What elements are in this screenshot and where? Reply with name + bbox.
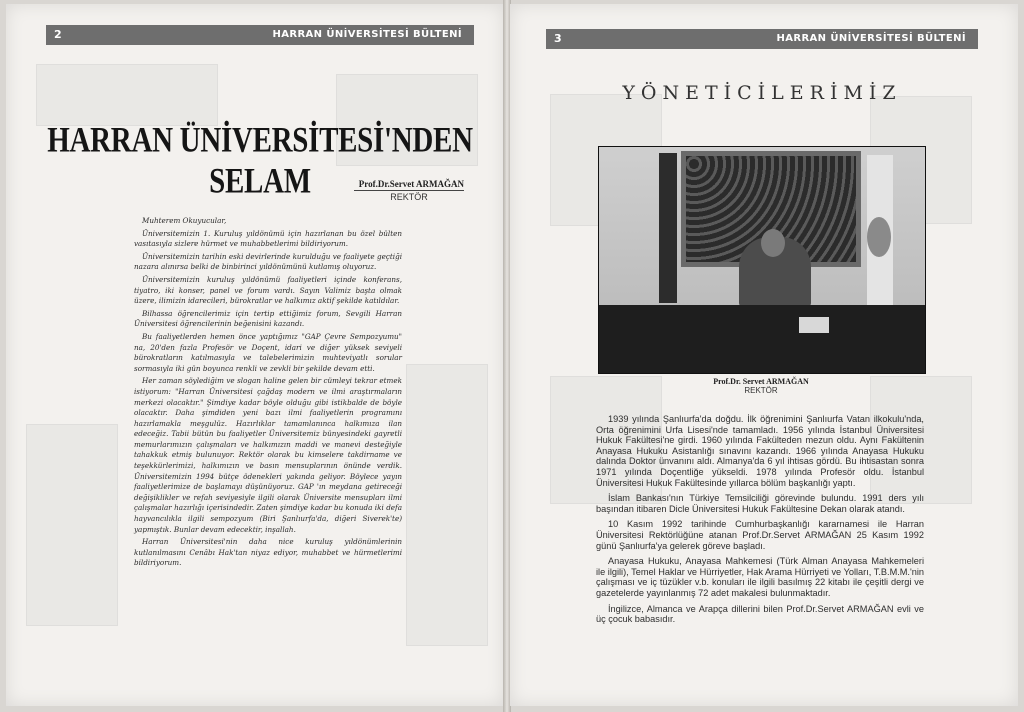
letter-body bbox=[134, 216, 402, 571]
paragraph: Bilhassa öğrencilerimiz için tertip ettiğimiz forum, Sevgili Harran Üniversitesi öğrencilerinin beğenisini kazandı. bbox=[134, 308, 402, 329]
author-name: Prof.Dr.Servet ARMAĞAN bbox=[358, 179, 464, 189]
paragraph: İngilizce, Almanca ve Arapça dillerini bilen Prof.Dr.Servet ARMAĞAN evli ve üç çocuk babasıdır. bbox=[596, 603, 924, 625]
paragraph: Üniversitemizin 1. Kuruluş yıldönümü için hazırlanan bu özel bülten vasıtasıyla sizlere hürmet ve muhabbetlerimi bildiriyorum. bbox=[134, 228, 402, 249]
headline: HARRAN ÜNİVERSİTESİ'NDEN SELAM bbox=[47, 120, 473, 202]
paragraph: Her zaman söylediğim ve slogan haline gelen bir cümleyi tekrar etmek istiyorum: "Harran Üniversitesi çağdaş modern ve ilmi araştırmaların merkezi olacaktır." Şimdiye kadar böyle olduğu gibi istikbalde de böyle olacaktır. Daha şimdiden yeni bazı ilmi faaliyetlerin programını hazırlamakla meşgulüz. Hazırlıklar tamamlanınca halkımıza ilan edeceğiz. Tabii bütün bu faaliyetler Üniversitemiz bünyesindeki gayretli memurlarımızın çalışmaları ve halkımızın maddi ve manevi desteğiyle tahakkuk etmiş bulunuyor. Rektör olarak bu kimselere takdirname ve teşekkürlerimizi, halkımızın ve basın mensuplarının önünde verdik. Üniversitemizin 1994 bütçe ödenekleri yakında geliyor. Böylece yayın faaliyetlerimize de başlamayı düşünüyoruz. GAP 'ın meydana getireceği değişiklikler ve refah seviyesiyle ilgili olarak Üniversite mensupları ilmi çalışmalar hazırlığı içerisindedir. Zaten şimdiye kadar bu konuda iki defa hayvancılıkla ilgili sempozyum (Biri Şanlıurfa'da, diğeri Siverek'te) yapmıştık. Bunlar devam edecektir, inşallah. bbox=[134, 376, 402, 534]
header-title: HARRAN ÜNİVERSİTESİ BÜLTENİ bbox=[272, 29, 462, 40]
paragraph: 1939 yılında Şanlıurfa'da doğdu. İlk öğrenimini Şanlıurfa Vatan ilkokulu'nda, Orta öğrenimini Urfa Lisesi'nde tamamladı. 1956 yılında İstanbul Üniversitesi Hukuk Fakültesi'ne girdi. 1960 yılında Fakülteden mezun oldu. Aynı Fakültenin Anayasa Hukuku Asistanlığı sınavını kazandı. 1966 yılında Anayasa Hukuku dalında Doktor ünvanını aldı. Almanya'da 6 yıl ihtisas gördü. Bu ihtisastan sonra 1971 yılında Doçentliğe yükseldi. 1978 yılında Profesör oldu. İstanbul Üniversitesi Hukuk Fakültesinde yıllarca bölüm başkanlığı yaptı. bbox=[596, 414, 924, 488]
background-bleed bbox=[406, 364, 488, 646]
name-plate bbox=[799, 317, 829, 333]
page-header bbox=[46, 25, 474, 45]
paragraph: Muhterem Okuyucular, bbox=[142, 216, 227, 225]
byline-rule bbox=[354, 190, 464, 191]
background-bleed bbox=[36, 64, 218, 126]
header-title: HARRAN ÜNİVERSİTESİ BÜLTENİ bbox=[776, 33, 966, 44]
rector-photo bbox=[598, 146, 926, 374]
right-page bbox=[510, 4, 1018, 706]
flag-icon bbox=[659, 153, 677, 303]
photo-caption bbox=[598, 377, 924, 395]
background-bleed bbox=[26, 424, 118, 626]
person-head bbox=[761, 229, 785, 257]
page-header bbox=[546, 29, 978, 49]
paragraph: İslam Bankası'nın Türkiye Temsilciliği görevinde bulundu. 1991 ders yılı başından itibaren Dicle Üniversitesi Hukuk Fakültesine Dekan olarak atandı. bbox=[596, 493, 924, 514]
page-number: 3 bbox=[554, 32, 562, 45]
byline bbox=[354, 179, 464, 202]
caption-name: Prof.Dr. Servet ARMAĞAN bbox=[713, 377, 809, 386]
author-role: REKTÖR bbox=[390, 192, 428, 202]
caption-role: REKTÖR bbox=[744, 386, 778, 395]
paragraph: 10 Kasım 1992 tarihinde Cumhurbaşkanlığı kararnamesi ile Harran Üniversitesi Rektörlüğüne atanan Prof.Dr.Servet ARMAĞAN 25 Kasım 1992 günü Şanlıurfa'ya gelerek göreve başladı. bbox=[596, 519, 924, 551]
paragraph: Anayasa Hukuku, Anayasa Mahkemesi (Türk Alman Anayasa Mahkemeleri ile ilgili), Temel Haklar ve Hürriyetler, Hak Arama Hürriyeti ve Yolları, T.B.M.M.'nin çalışması ve iç tüzükler v.b. konuları ile ilgili basılmış 22 kitabı ile çeşitli dergi ve gazetelerde yayınlanmış 72 adet makalesi bulunmaktadır. bbox=[596, 556, 924, 598]
biography bbox=[596, 414, 924, 630]
paragraph: Üniversitemizin tarihin eski devirlerinde kurulduğu ve faaliyete geçtiği nazara alınırsa belki de binbirinci yıldönümünü kutlamış oluyoruz. bbox=[134, 251, 402, 272]
paragraph: Üniversitemizin kuruluş yıldönümü faaliyetleri içinde konferans, tiyatro, iki konser, panel ve forum vardı. Sayın Valimiz başta olmak üzere, ilimizin idarecileri, bürokratlar ve halkımız aktif şekilde katıldılar. bbox=[134, 274, 402, 306]
emblem-icon bbox=[867, 217, 891, 257]
section-title: YÖNETİCİLERİMİZ bbox=[622, 82, 902, 104]
desk bbox=[599, 305, 925, 373]
page-number: 2 bbox=[54, 28, 62, 41]
paragraph: Harran Üniversitesi'nin daha nice kuruluş yıldönümlerinin kutlanılmasını Cenâbı Hak'tan niyaz ediyor, muhabbet ve hürmetlerimi bildiriyorum. bbox=[134, 537, 402, 568]
left-page bbox=[6, 4, 504, 706]
paragraph: Bu faaliyetlerden hemen önce yaptığımız "GAP Çevre Sempozyumu" na, 20'den fazla Profesör ve Doçent, idari ve diğer yüksek seviyeli bürokratların katılmasıyla ve talebelerimizin muhteviyatlı sorular sormasıyla iki gün boyunca renkli ve zevkli bir şekilde devam etti. bbox=[134, 331, 402, 373]
